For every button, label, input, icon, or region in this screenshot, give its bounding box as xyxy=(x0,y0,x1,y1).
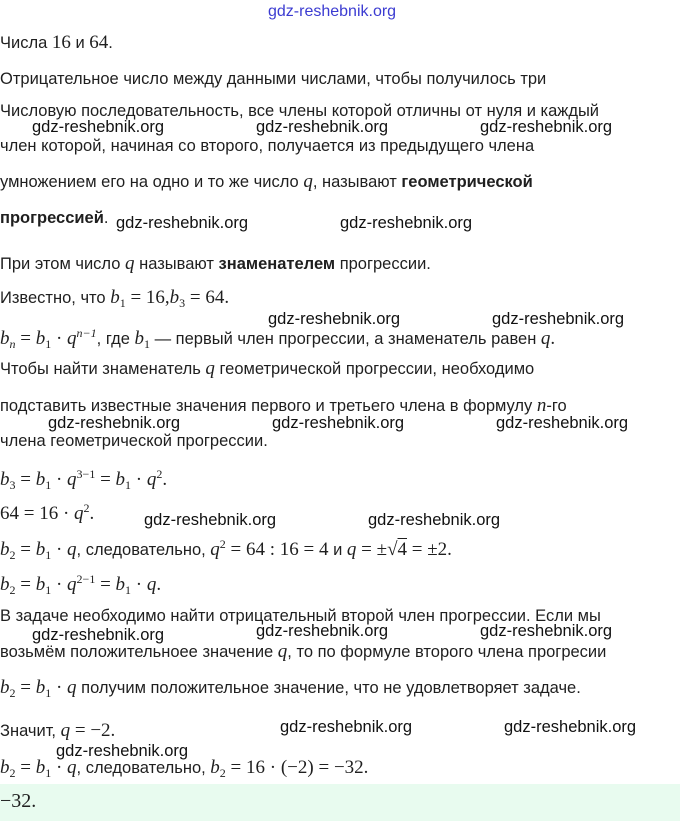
text: и xyxy=(328,541,347,559)
text: подставить известные значения первого и третьего члена в формулу xyxy=(0,397,537,415)
text: При этом число xyxy=(0,255,126,273)
text: прогрессии. xyxy=(335,255,431,273)
watermark: gdz-reshebnik.org xyxy=(56,742,189,760)
formula-64: $64 = 16 \cdot q^2$. xyxy=(0,501,95,524)
watermark: gdz-reshebnik.org xyxy=(492,310,625,328)
watermark: gdz-reshebnik.org xyxy=(280,718,413,736)
text: , следовательно, xyxy=(76,759,211,777)
text: геометрической прогрессии, необходимо xyxy=(214,360,535,378)
line-definition-2: член которой, начиная со второго, получается из предыдущего члена xyxy=(0,137,535,155)
line-reasoning-3: $b_2 = b_1 \cdot q$ получим положительное значение, что не удовлетворяет задаче. xyxy=(0,677,581,700)
term-bold: прогрессией xyxy=(0,209,104,227)
var-q: q xyxy=(125,253,135,274)
line-method-2 xyxy=(0,395,567,417)
text: -го xyxy=(546,397,567,415)
watermark: gdz-reshebnik.org xyxy=(268,310,401,328)
text: получим положительное значение, что не удовлетворяет задаче. xyxy=(76,679,581,697)
watermark: gdz-reshebnik.org xyxy=(116,214,249,232)
watermark: gdz-reshebnik.org xyxy=(32,118,165,136)
text: Значит, xyxy=(0,722,61,740)
text: , где xyxy=(96,330,135,348)
formula-solve-q: $b_2 = b_1 \cdot q$, следовательно, $q^2 = 64$ : 16 = 4 и q = ±√4 = ±2. xyxy=(0,537,452,562)
text: называют xyxy=(134,255,219,273)
line-definition-4 xyxy=(0,207,108,229)
formula-b3: $b_3 = b_1 \cdot q^{3-1} = b_1 \cdot q^2$. xyxy=(0,467,168,492)
watermark: gdz-reshebnik.org xyxy=(256,118,389,136)
text: Известно, что xyxy=(0,289,111,307)
line-general-formula: $b_n = b_1 \cdot q^{n-1}$, где $b_1$ — первый член прогрессии, а знаменатель равен q. xyxy=(0,326,556,351)
watermark: gdz-reshebnik.org xyxy=(340,214,473,232)
text: , то по формуле второго члена прогресии xyxy=(287,643,607,661)
watermark-top[interactable]: gdz-reshebnik.org xyxy=(268,3,397,20)
text: Числа xyxy=(0,34,52,52)
line-method-1 xyxy=(0,358,534,380)
watermark: gdz-reshebnik.org xyxy=(480,622,613,640)
text: — первый член прогрессии, а знаменатель равен xyxy=(150,330,541,348)
line-method-3: члена геометрической прогрессии. xyxy=(0,432,268,450)
var-n: n xyxy=(536,395,547,416)
line-given-numbers xyxy=(0,32,113,54)
number: 16 xyxy=(51,32,71,53)
watermark: gdz-reshebnik.org xyxy=(368,511,501,529)
line-definition-1: Числовую последовательность, все члены которой отличны от нуля и каждый xyxy=(0,102,600,120)
number: 64 xyxy=(89,32,109,53)
formula: $b_n = b_1 \cdot q^{n-1}$ xyxy=(0,326,97,351)
watermark: gdz-reshebnik.org xyxy=(480,118,613,136)
var-q: q xyxy=(277,641,288,662)
line-reasoning-2 xyxy=(0,641,606,663)
answer-value: −32. xyxy=(0,790,37,812)
text: . xyxy=(103,209,109,227)
text: , называют xyxy=(312,173,402,191)
watermark: gdz-reshebnik.org xyxy=(32,626,165,644)
var-q: q xyxy=(205,358,215,379)
watermark: gdz-reshebnik.org xyxy=(504,718,637,736)
formula-b2: $b_2 = b_1 \cdot q^{2-1} = b_1 \cdot q$. xyxy=(0,572,162,597)
line-task: Отрицательное число между данными числами, чтобы получилось три xyxy=(0,70,547,88)
watermark: gdz-reshebnik.org xyxy=(496,414,629,432)
text: , следовательно, xyxy=(76,541,211,559)
line-reasoning-1: В задаче необходимо найти отрицательный второй член прогрессии. Если мы xyxy=(0,607,601,625)
watermark: gdz-reshebnik.org xyxy=(144,511,277,529)
text: . xyxy=(108,34,113,52)
text: Чтобы найти знаменатель xyxy=(0,360,206,378)
text: и xyxy=(70,34,90,52)
text: умножением его на одно и то же число xyxy=(0,173,304,191)
term-bold: геометрической xyxy=(401,173,533,191)
watermark: gdz-reshebnik.org xyxy=(256,622,389,640)
watermark: gdz-reshebnik.org xyxy=(48,414,181,432)
line-compute-b2: $b_2 = b_1 \cdot q$, следовательно, $b_2 = 16 \cdot (-2) = -32$. xyxy=(0,757,369,780)
line-conclusion-q: Значит, q = −2. xyxy=(0,720,116,741)
text: возьмём положительноее значение xyxy=(0,643,278,661)
answer-box xyxy=(0,784,680,821)
watermark: gdz-reshebnik.org xyxy=(272,414,405,432)
formula: $b_1$ xyxy=(134,328,150,351)
var-q: q xyxy=(540,328,551,349)
var-q: q xyxy=(303,171,313,192)
term-bold: знаменателем xyxy=(218,255,336,273)
line-known-values xyxy=(0,287,229,314)
line-definition-3 xyxy=(0,171,533,193)
formula: $b_1 = 16,b_3 = 64$. xyxy=(110,287,230,310)
line-ratio-definition xyxy=(0,253,431,275)
